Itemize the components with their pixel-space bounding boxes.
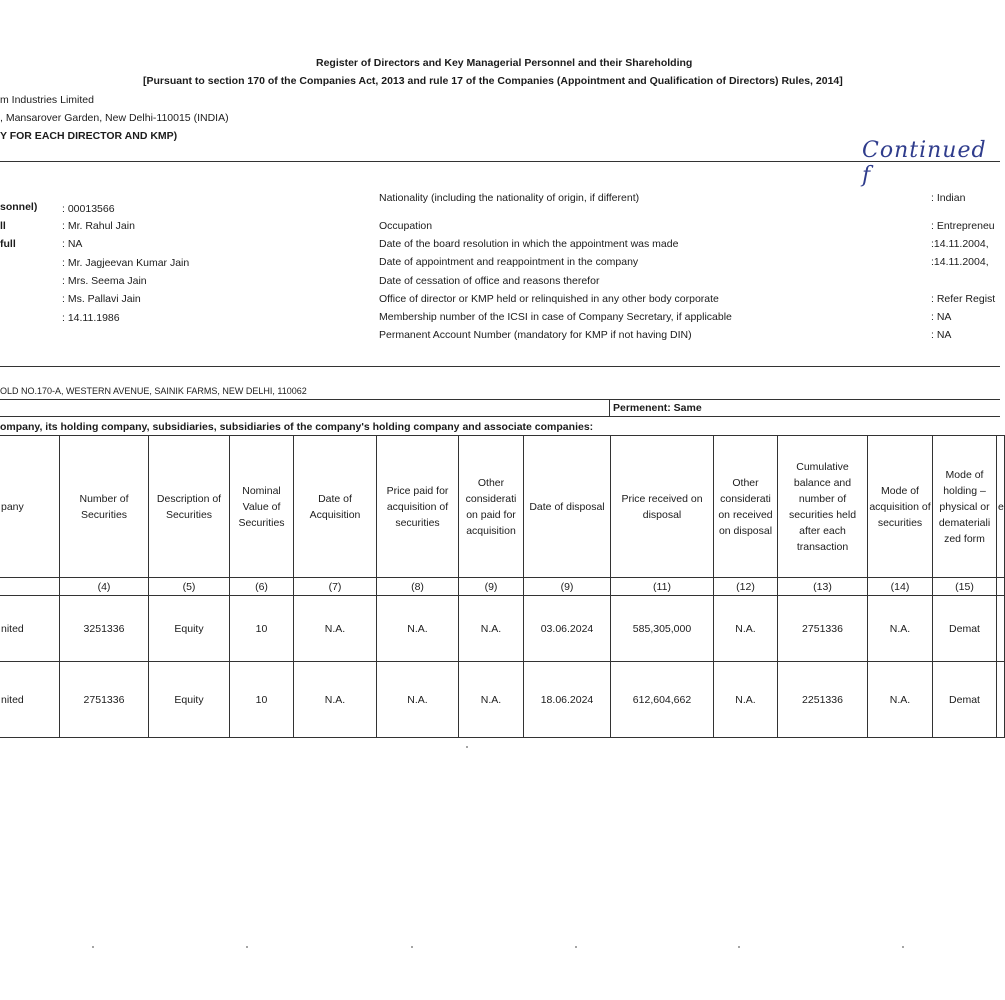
field-label: Occupation (379, 220, 433, 232)
field-value: : NA (62, 238, 83, 250)
table-cell: 585,305,000 (611, 596, 714, 662)
scan-speck (902, 946, 904, 948)
column-number: (6) (230, 578, 294, 596)
header-cell: Number of Securities (60, 436, 149, 578)
column-number: (13) (778, 578, 868, 596)
column-number: (9) (524, 578, 611, 596)
table-cell: N.A. (714, 662, 778, 738)
field-label: Date of the board resolution in which the appointment was made (379, 238, 679, 250)
table-header-row (0, 436, 1005, 578)
table-cell: N.A. (294, 662, 377, 738)
field-value: : NA (931, 329, 952, 341)
header-cell: Date of Acquisition (294, 436, 377, 578)
field-label: Date of appointment and reappointment in the company (379, 256, 639, 268)
column-number: (14) (868, 578, 933, 596)
column-number: (7) (294, 578, 377, 596)
table-caption: ompany, its holding company, subsidiaries, subsidiaries of the company's holding company and associate companies: (0, 421, 594, 433)
document-subtitle: [Pursuant to section 170 of the Companies Act, 2013 and rule 17 of the Companies (Appointment and Qualification of Directors) Rules, 2014] (143, 75, 843, 87)
table-cell: Equity (149, 662, 230, 738)
field-value: : Refer Regist (931, 293, 996, 305)
table-cell: N.A. (459, 596, 524, 662)
column-number: (15) (933, 578, 997, 596)
field-value: :14.11.2004, (931, 238, 989, 250)
table-row (0, 662, 1005, 738)
column-number: (4) (60, 578, 149, 596)
table-cell: 2251336 (778, 662, 868, 738)
table-cell: N.A. (377, 596, 459, 662)
table-cell: N.A. (459, 662, 524, 738)
permanent-divider (609, 399, 610, 416)
table-cell: N.A. (377, 662, 459, 738)
field-value: : Entrepreneu (931, 220, 995, 232)
field-label: ll (0, 220, 6, 232)
table-cell: N.A. (868, 596, 933, 662)
permanent-address-label: Permenent: Same (613, 402, 702, 414)
header-cell: Price paid for acquisition of securities (377, 436, 459, 578)
company-name: m Industries Limited (0, 94, 94, 106)
field-value: : Indian (931, 192, 966, 204)
header-cell: e (997, 436, 1005, 578)
field-label: Membership number of the ICSI in case of Company Secretary, if applicable (379, 311, 732, 323)
header-cell: Date of disposal (524, 436, 611, 578)
field-value: : NA (931, 311, 952, 323)
column-number: (9) (459, 578, 524, 596)
table-row (0, 596, 1005, 662)
field-label: Office of director or KMP held or relinquished in any other body corporate (379, 293, 719, 305)
table-cell: 03.06.2024 (524, 596, 611, 662)
field-value: : Ms. Pallavi Jain (62, 293, 141, 305)
details-divider (0, 366, 1000, 367)
column-number: (11) (611, 578, 714, 596)
header-divider (0, 161, 1000, 162)
field-value: :14.11.2004, (931, 256, 989, 268)
scan-speck (246, 946, 248, 948)
header-cell: Nominal Value of Securities (230, 436, 294, 578)
document-title: Register of Directors and Key Managerial Personnel and their Shareholding (316, 57, 693, 69)
header-cell: Other considerati on paid for acquisition (459, 436, 524, 578)
field-label: Date of cessation of office and reasons therefor (379, 275, 600, 287)
table-cell: 10 (230, 596, 294, 662)
field-value: : 14.11.1986 (62, 312, 120, 324)
field-label: sonnel) (0, 201, 38, 213)
scan-speck (575, 946, 577, 948)
table-cell: 18.06.2024 (524, 662, 611, 738)
handwritten-note: Continued f (862, 138, 987, 188)
table-cell: 2751336 (778, 596, 868, 662)
table-cell: 2751336 (60, 662, 149, 738)
table-cell: N.A. (294, 596, 377, 662)
table-cell: N.A. (714, 596, 778, 662)
table-cell: 612,604,662 (611, 662, 714, 738)
scan-speck (92, 946, 94, 948)
column-number: (5) (149, 578, 230, 596)
scan-speck (411, 946, 413, 948)
permanent-underline (0, 416, 1000, 417)
shareholding-table (0, 435, 1005, 738)
header-cell: Mode of holding – physical or demateriali zed form (933, 436, 997, 578)
field-value: : Mr. Rahul Jain (62, 220, 135, 232)
header-cell: Cumulative balance and number of securities held after each transaction (778, 436, 868, 578)
column-number: (8) (377, 578, 459, 596)
header-cell: Description of Securities (149, 436, 230, 578)
scan-speck (466, 746, 468, 748)
field-label: Permanent Account Number (mandatory for KMP if not having DIN) (379, 329, 692, 341)
header-cell: Other considerati on received on disposal (714, 436, 778, 578)
column-number-row (0, 578, 1005, 596)
field-value: : 00013566 (62, 203, 115, 215)
section-label: Y FOR EACH DIRECTOR AND KMP) (0, 130, 178, 142)
table-cell: N.A. (868, 662, 933, 738)
table-cell: nited (0, 662, 60, 738)
field-label: full (0, 238, 16, 250)
table-cell (997, 662, 1005, 738)
column-number (997, 578, 1005, 596)
scan-speck (738, 946, 740, 948)
table-cell: 3251336 (60, 596, 149, 662)
column-number: (12) (714, 578, 778, 596)
table-cell: Demat (933, 596, 997, 662)
table-cell (997, 596, 1005, 662)
column-number (0, 578, 60, 596)
field-value: : Mrs. Seema Jain (62, 275, 147, 287)
header-cell: Price received on disposal (611, 436, 714, 578)
table-cell: Equity (149, 596, 230, 662)
header-cell: pany (0, 436, 60, 578)
field-value: : Mr. Jagjeevan Kumar Jain (62, 257, 190, 269)
address-underline (0, 399, 1000, 400)
residential-address: OLD NO.170-A, WESTERN AVENUE, SAINIK FARMS, NEW DELHI, 110062 (0, 386, 307, 396)
table-cell: Demat (933, 662, 997, 738)
company-address: , Mansarover Garden, New Delhi-110015 (INDIA) (0, 112, 229, 124)
header-cell: Mode of acquisition of securities (868, 436, 933, 578)
table-cell: 10 (230, 662, 294, 738)
table-cell: nited (0, 596, 60, 662)
field-label: Nationality (including the nationality of origin, if different) (379, 192, 640, 204)
